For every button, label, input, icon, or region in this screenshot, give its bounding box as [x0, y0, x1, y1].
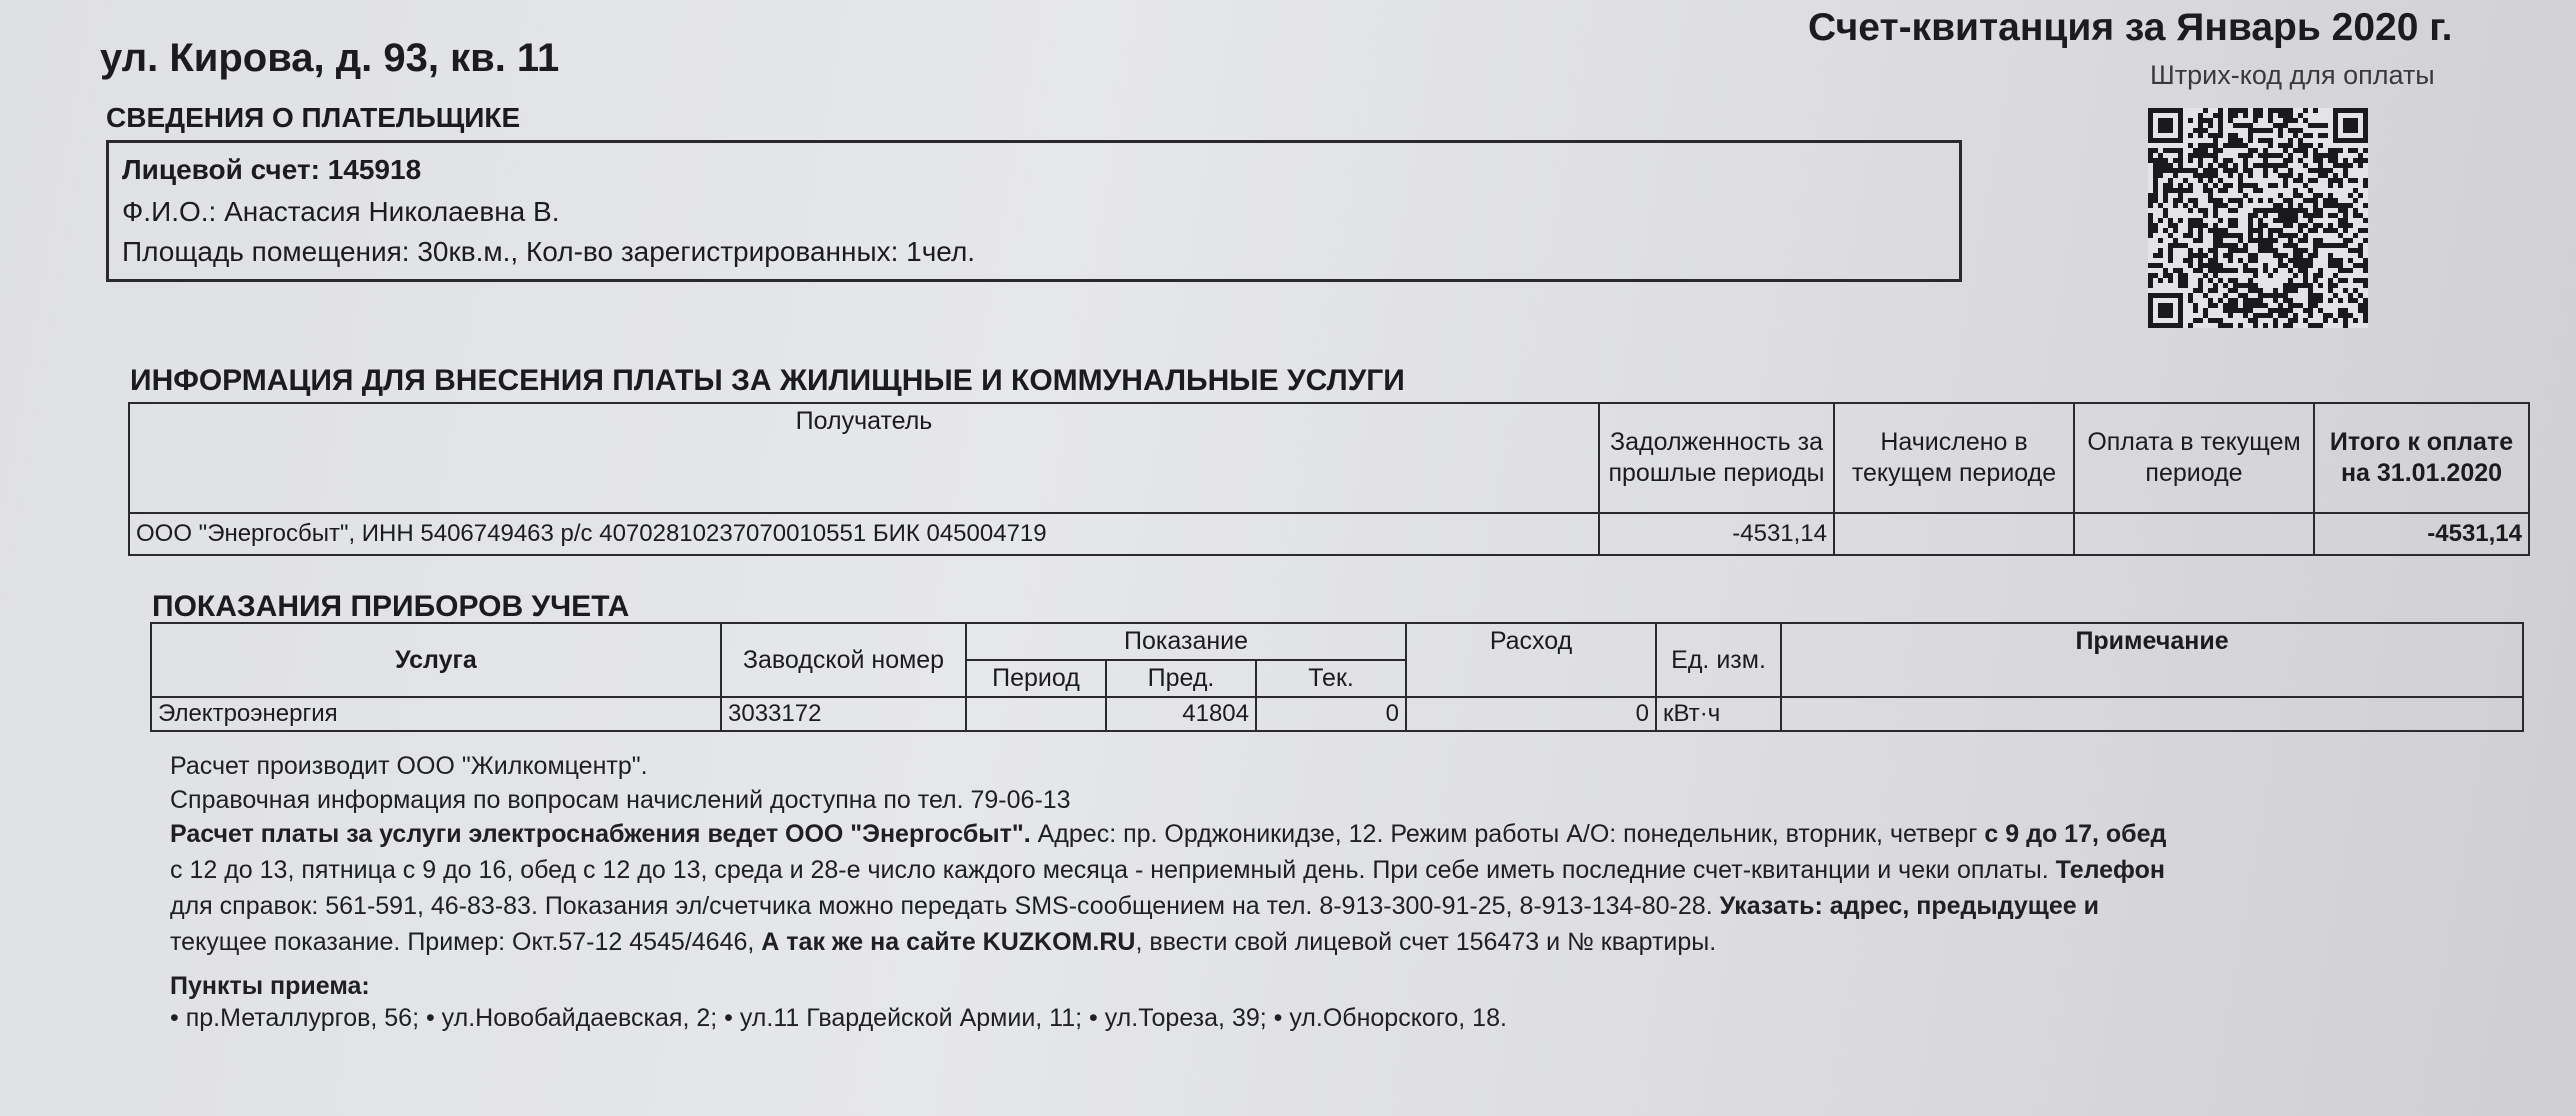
curr-cell: 0: [1256, 697, 1406, 731]
qr-code: [2148, 108, 2368, 328]
col-service: Услуга: [151, 623, 721, 697]
points-heading: Пункты приема:: [170, 972, 370, 1000]
footer-line-3-rest: Адрес: пр. Орджоникидзе, 12. Режим работы А/О: понедельник, вторник, четверг: [1030, 820, 1985, 848]
col-reading: Показание: [966, 623, 1406, 660]
charged-cell: [1834, 513, 2074, 555]
col-prev: Пред.: [1106, 660, 1256, 697]
footer-line-5: [170, 892, 2099, 921]
note-cell: [1781, 697, 2523, 731]
unit-cell: кВт·ч: [1656, 697, 1781, 731]
paid-cell: [2074, 513, 2314, 555]
account-number: Лицевой счет: 145918: [122, 154, 422, 185]
footer-line-6: [170, 928, 1716, 957]
table-row: [151, 697, 2523, 731]
footer-line-4-text: с 12 до 13, пятница с 9 до 16, обед с 12 до 13, среда и 28-е число каждого месяца - неприемный день. При себе иметь последние счет-квитанции и чеки оплаты.: [170, 856, 2056, 884]
meters-table: [150, 622, 2524, 732]
col-debt: Задолженность за прошлые периоды: [1599, 403, 1834, 513]
footer-line-4-bold-tail: Телефон: [2055, 856, 2165, 884]
service-cell: Электроэнергия: [151, 697, 721, 731]
footer-line-4: [170, 856, 2165, 885]
col-unit: Ед. изм.: [1656, 623, 1781, 697]
payer-heading: СВЕДЕНИЯ О ПЛАТЕЛЬЩИКЕ: [106, 102, 521, 133]
document-title: Счет-квитанция за Январь 2020 г.: [1808, 6, 2453, 49]
address: ул. Кирова, д. 93, кв. 11: [100, 36, 560, 80]
col-charged: Начислено в текущем периоде: [1834, 403, 2074, 513]
col-curr: Тек.: [1256, 660, 1406, 697]
col-recipient: Получатель: [129, 403, 1599, 513]
footer-line-2: Справочная информация по вопросам начислений доступна по тел. 79-06-13: [170, 786, 1071, 814]
footer-line-6-d: , ввести свой лицевой счет 156473 и № квартиры.: [1135, 928, 1717, 956]
recipient-cell: ООО "Энергосбыт", ИНН 5406749463 р/с 40702810237070010551 БИК 045004719: [129, 513, 1599, 555]
total-cell: -4531,14: [2314, 513, 2529, 555]
footer-line-5-text: для справок: 561-591, 46-83-83. Показания эл/счетчика можно передать SMS-сообщением на тел. 8-913-300-91-25, 8-913-134-80-28.: [170, 892, 1720, 920]
prev-cell: 41804: [1106, 697, 1256, 731]
debt-cell: -4531,14: [1599, 513, 1834, 555]
serial-cell: 3033172: [721, 697, 966, 731]
footer-line-5-bold-tail: Указать: адрес, предыдущее и: [1719, 892, 2100, 920]
col-period: Период: [966, 660, 1106, 697]
payment-info-table: [128, 402, 2530, 556]
points-list: • пр.Металлургов, 56; • ул.Новобайдаевская, 2; • ул.11 Гвардейской Армии, 11; • ул.Тореза, 39; • ул.Обнорского, 18.: [170, 1004, 1507, 1032]
col-consumption: Расход: [1406, 623, 1656, 697]
col-paid: Оплата в текущем периоде: [2074, 403, 2314, 513]
col-note: Примечание: [1781, 623, 2523, 697]
payer-name: Ф.И.О.: Анастасия Николаевна В.: [122, 196, 560, 227]
consumption-cell: 0: [1406, 697, 1656, 731]
footer-line-6-a: текущее показание. Пример: Окт.57-12 4545/4646,: [170, 928, 762, 956]
col-serial: Заводской номер: [721, 623, 966, 697]
col-total: Итого к оплате на 31.01.2020: [2314, 403, 2529, 513]
payment-info-heading: ИНФОРМАЦИЯ ДЛЯ ВНЕСЕНИЯ ПЛАТЫ ЗА ЖИЛИЩНЫЕ И КОММУНАЛЬНЫЕ УСЛУГИ: [130, 364, 1405, 397]
footer-line-3-bold-tail: с 9 до 17, обед: [1984, 820, 2167, 848]
footer-line-1: Расчет производит ООО "Жилкомцентр".: [170, 752, 648, 780]
footer-line-3-bold: Расчет платы за услуги электроснабжения ведет ООО "Энергосбыт".: [170, 820, 1031, 848]
footer-line-3: [170, 820, 2166, 849]
footer-line-6-b: А так же на сайте: [761, 928, 983, 956]
barcode-label: Штрих-код для оплаты: [2150, 60, 2435, 90]
website-link: KUZKOM.RU: [982, 928, 1136, 956]
area-and-residents: Площадь помещения: 30кв.м., Кол-во зарегистрированных: 1чел.: [122, 236, 976, 267]
meters-heading: ПОКАЗАНИЯ ПРИБОРОВ УЧЕТА: [152, 590, 630, 623]
period-cell: [966, 697, 1106, 731]
